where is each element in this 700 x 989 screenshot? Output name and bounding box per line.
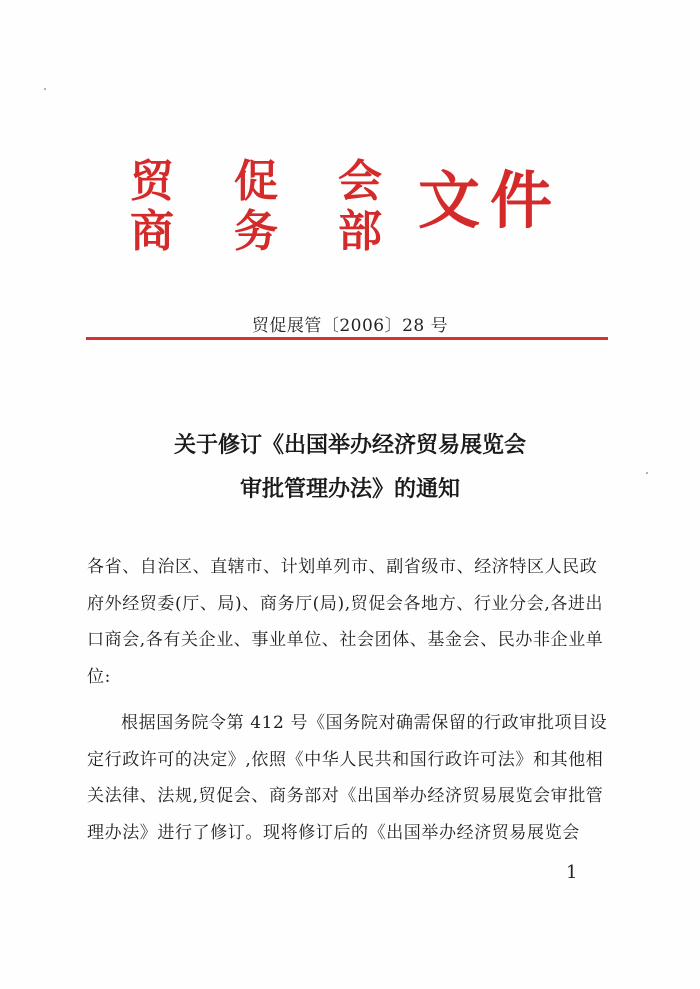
document-title-line-2: 审批管理办法》的通知 xyxy=(239,477,460,502)
scan-speck xyxy=(646,472,648,474)
issuer-char: 贸 xyxy=(130,156,174,207)
issuer-char: 部 xyxy=(338,206,382,257)
issuer-line-ccpit xyxy=(130,156,382,207)
red-divider xyxy=(86,337,608,340)
salutation: 各省、自治区、直辖市、计划单列市、副省级市、经济特区人民政府外经贸委(厅、局)、商务厅(局),贸促会各地方、行业分会,各进出口商会,各有关企业、事业单位、社会团体、基金会、民办非企业单位: xyxy=(87,557,604,687)
issuer-char: 商 xyxy=(130,206,174,257)
body-paragraph: 根据国务院令第 412 号《国务院对确需保留的行政审批项目设定行政许可的决定》,依照《中华人民共和国行政许可法》和其他相关法律、法规,贸促会、商务部对《出国举办经济贸易展览会审批管理办法》进行了修订。现将修订后的《出国举办经济贸易展览会 xyxy=(87,713,608,843)
issuer-char: 务 xyxy=(234,206,278,257)
issuer-line-mofcom xyxy=(130,206,382,257)
page-number: 1 xyxy=(566,862,578,883)
issuer-char: 会 xyxy=(338,156,382,207)
document-number: 贸促展管〔2006〕28 号 xyxy=(251,316,449,336)
document-title-line-1: 关于修订《出国举办经济贸易展览会 xyxy=(173,433,526,458)
scan-speck xyxy=(44,88,46,90)
document-type-label: 文件 xyxy=(418,164,563,237)
issuer-char: 促 xyxy=(234,156,278,207)
